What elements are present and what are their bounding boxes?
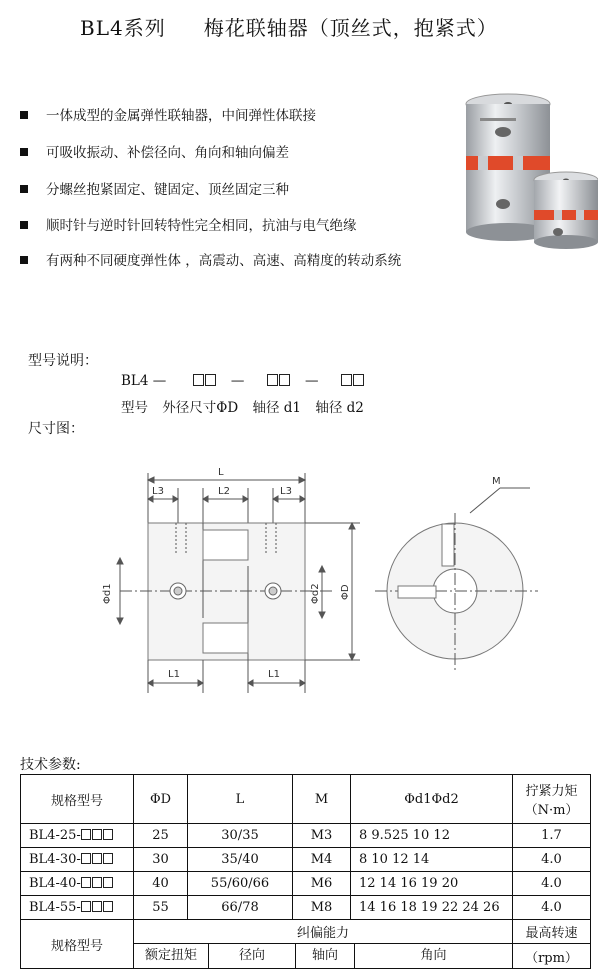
svg-text:Φd2: Φd2 [310, 583, 321, 604]
model-code: BL4 — — — [121, 373, 365, 389]
svg-text:L1: L1 [268, 669, 280, 680]
footer-model: 规格型号 [21, 920, 134, 969]
model-heading: 型号说明： [28, 353, 98, 369]
svg-text:L2: L2 [218, 486, 230, 497]
svg-text:Φd1: Φd1 [102, 583, 113, 604]
title-series: BL4系列 [80, 16, 166, 40]
feature-item: 分螺丝抱紧固定、键固定、顶丝固定三种 [20, 178, 289, 198]
table-row: BL4-40- 40 55/60/66 M6 12 14 16 19 20 4.0 [21, 872, 591, 896]
specs-heading: 技术参数: [20, 757, 81, 773]
product-photo [458, 92, 598, 250]
title-name: 梅花联轴器（顶丝式，抱紧式） [203, 16, 498, 40]
header-shaft: Φd1Φd2 [351, 775, 513, 824]
header-torque: 拧紧力矩 （N·m） [513, 775, 591, 824]
table-row: BL4-25- 25 30/35 M3 8 9.525 10 12 1.7 [21, 824, 591, 848]
table-row: BL4-55- 55 66/78 M8 14 16 18 19 22 24 26 4.0 [21, 896, 591, 920]
dimension-drawing [90, 458, 570, 723]
footer-speed: 最高转速 [513, 920, 591, 944]
box-icon [341, 373, 365, 389]
bullet-icon [20, 111, 28, 119]
box-icon [267, 373, 291, 389]
svg-text:L: L [218, 467, 224, 478]
svg-text:ΦD: ΦD [340, 584, 351, 600]
bullet-icon [20, 256, 28, 264]
svg-text:M: M [492, 476, 501, 487]
bullet-icon [20, 148, 28, 156]
table-footer-row: 额定扭矩 径向 轴向 角向 （rpm） [21, 944, 591, 969]
feature-item: 顺时针与逆时针回转特性完全相同，抗油与电气绝缘 [20, 214, 357, 234]
bullet-icon [20, 221, 28, 229]
box-icon [193, 373, 217, 389]
footer-compensation: 纠偏能力 [134, 920, 513, 944]
table-footer-row [21, 920, 591, 944]
spec-table [20, 774, 591, 969]
feature-item: 一体成型的金属弹性联轴器，中间弹性体联接 [20, 104, 316, 124]
bullet-icon [20, 185, 28, 193]
page-title [80, 12, 498, 41]
header-d: ΦD [134, 775, 188, 824]
table-row: BL4-30- 30 35/40 M4 8 10 12 14 4.0 [21, 848, 591, 872]
svg-text:L1: L1 [168, 669, 180, 680]
svg-text:L3: L3 [280, 486, 292, 497]
header-l: L [188, 775, 293, 824]
table-header-row [21, 775, 591, 824]
model-parts: 型号 外径尺寸ΦD 轴径 d1 轴径 d2 [121, 400, 364, 416]
feature-item: 有两种不同硬度弹性体 ，高震动、高速、高精度的转动系统 [20, 249, 401, 269]
header-model: 规格型号 [21, 775, 134, 824]
drawing-heading: 尺寸图： [28, 421, 84, 437]
feature-item: 可吸收振动、补偿径向、角向和轴向偏差 [20, 141, 289, 161]
svg-text:L3: L3 [152, 486, 164, 497]
header-m: M [293, 775, 351, 824]
